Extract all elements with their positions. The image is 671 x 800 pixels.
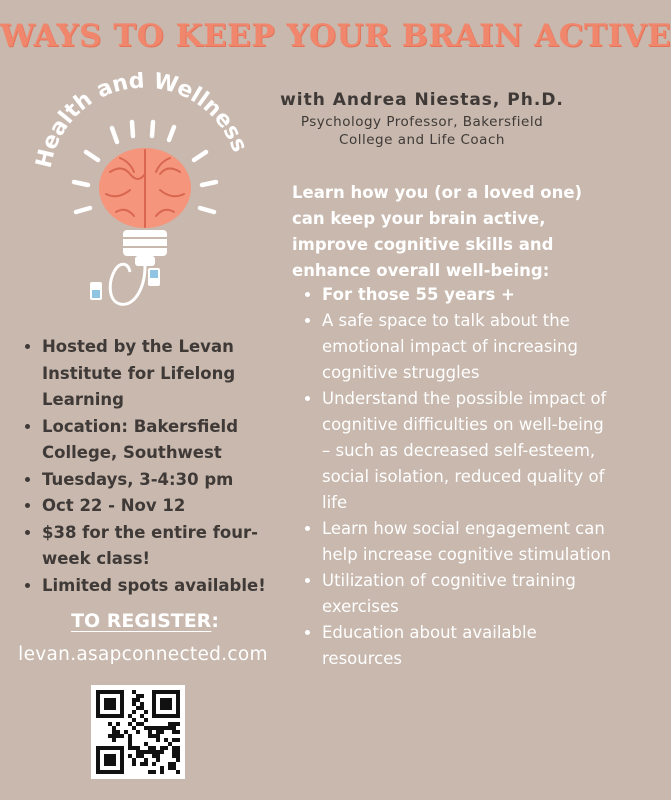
- brain-lightbulb-icon: [20, 72, 260, 322]
- presenter-role-line-1: Psychology Professor, Bakersfield: [300, 114, 544, 130]
- list-item: • Location: Bakersfield College, Southwest: [42, 414, 297, 467]
- intro-text: Learn how you (or a loved one) can keep your brain active, improve cognitive skills and enhance overall well-being:: [292, 183, 583, 280]
- presenter-name: with Andrea Niestas, Ph.D.: [280, 90, 564, 110]
- register-heading: [20, 610, 270, 632]
- list-item: • $38 for the entire four-week class!: [42, 520, 297, 573]
- list-item: • Understand the possible impact of cognitive difficulties on well-being – such as decreased self-esteem, social isolation, reduced quality of life: [322, 386, 612, 516]
- list-item: • For those 55 years +: [322, 282, 612, 308]
- list-item: • Tuesdays, 3-4:30 pm: [42, 467, 297, 494]
- page-title: WAYS TO KEEP YOUR BRAIN ACTIVE: [0, 18, 671, 54]
- qr-code-icon[interactable]: [91, 685, 185, 779]
- list-item: • Utilization of cognitive training exercises: [322, 568, 612, 620]
- presenter-info: [262, 90, 582, 149]
- list-item: • Education about available resources: [322, 620, 612, 672]
- list-item: • Limited spots available!: [42, 573, 297, 600]
- benefits-list: [300, 282, 612, 672]
- presenter-role-line-2: College and Life Coach: [339, 132, 505, 148]
- register-colon: :: [211, 610, 219, 632]
- logo-arc-text: Health and Wellness: [31, 72, 252, 171]
- register-label: TO REGISTER: [71, 610, 212, 632]
- list-item: • Hosted by the Levan Institute for Lifelong Learning: [42, 334, 297, 414]
- event-details-list: [20, 334, 297, 599]
- list-item: • A safe space to talk about the emotional impact of increasing cognitive struggles: [322, 308, 612, 386]
- registration-url[interactable]: levan.asapconnected.com: [18, 644, 268, 665]
- list-item: • Learn how social engagement can help increase cognitive stimulation: [322, 516, 612, 568]
- list-item: • Oct 22 - Nov 12: [42, 493, 297, 520]
- qr-code-graphic: [91, 685, 185, 779]
